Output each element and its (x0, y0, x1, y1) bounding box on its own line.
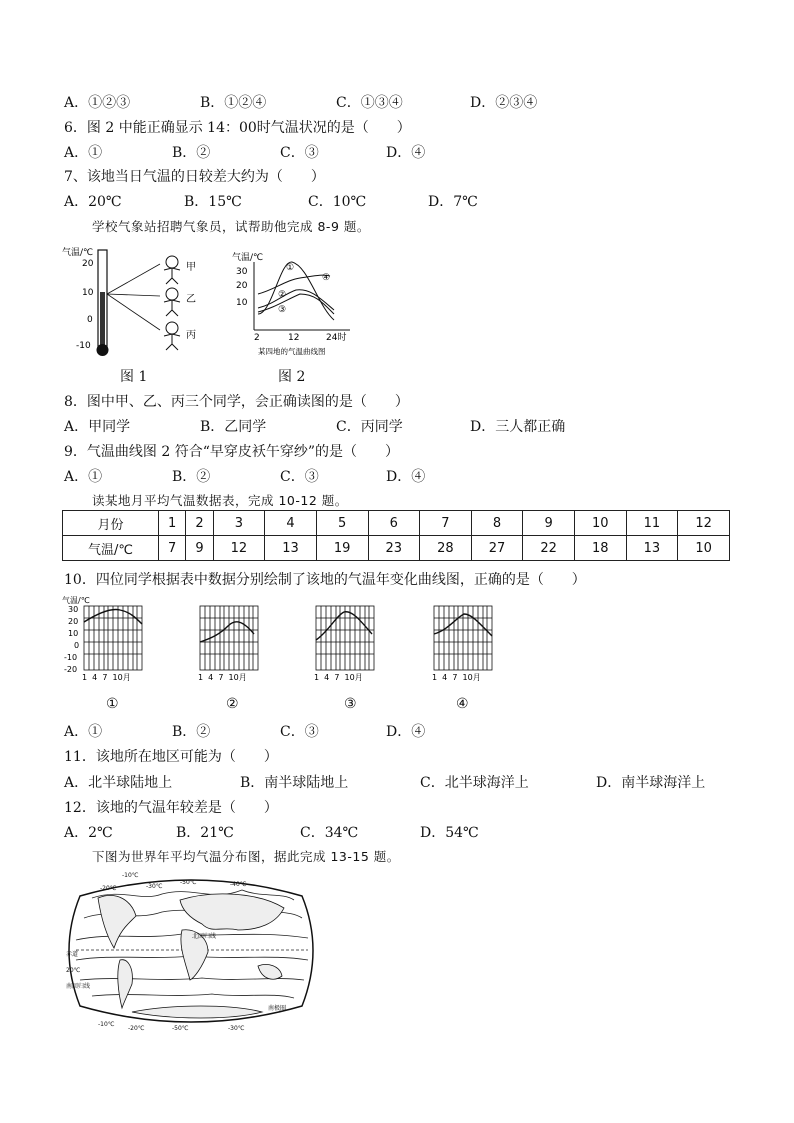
q12-option-d[interactable]: D．54℃ (420, 825, 479, 841)
fig1-tick-20: 20 (82, 259, 94, 269)
map-label: 南回归线 (66, 983, 91, 990)
map-label: -20℃ (128, 1025, 145, 1032)
small-tick: 30 (68, 605, 79, 614)
q10-option-a[interactable]: A．① (64, 724, 103, 740)
q6-option-a[interactable]: A．① (64, 145, 103, 161)
table-cell: 2 (186, 511, 213, 536)
map-label: -20℃ (100, 885, 117, 892)
table-cell: 7 (420, 511, 472, 536)
small-tick: -10 (64, 653, 78, 662)
q12-option-a[interactable]: A．2℃ (64, 825, 113, 841)
small-chart-label-2: ② (226, 696, 239, 712)
label-yi: 乙 (186, 294, 196, 305)
fig2-xtick-12: 12 (288, 333, 300, 343)
q7-option-d[interactable]: D．7℃ (428, 194, 478, 210)
table-cell: 4 (265, 511, 317, 536)
fig2-ytick-10: 10 (236, 298, 248, 308)
q9-option-d[interactable]: D．④ (386, 469, 426, 485)
curve-label-4: ④ (322, 273, 331, 283)
map-label: -50℃ (172, 1025, 189, 1032)
q12-option-b[interactable]: B．21℃ (176, 825, 234, 841)
q7-option-a[interactable]: A．20℃ (64, 194, 122, 210)
q8-option-c[interactable]: C．丙同学 (336, 419, 403, 435)
small-chart-xticks: 1 4 7 10月 (82, 673, 131, 682)
table-cell: 12 (213, 536, 265, 561)
q10-text: 10．四位同学根据表中数据分别绘制了该地的气温年变化曲线图，正确的是（ ） (64, 572, 586, 588)
figure-2-temperature-curves (230, 248, 360, 360)
map-label: -50℃ (180, 879, 197, 886)
map-label: -10℃ (122, 872, 139, 879)
q8-option-d[interactable]: D．三人都正确 (470, 419, 566, 435)
table-cell: 28 (420, 536, 472, 561)
table-cell: 11 (626, 511, 678, 536)
label-jia: 甲 (186, 262, 196, 273)
small-chart-1 (60, 594, 160, 688)
curve-label-2: ② (278, 290, 287, 300)
map-label: 赤道 (66, 951, 79, 958)
fig2-ylabel: 气温/℃ (232, 253, 264, 263)
curve-label-3: ③ (278, 305, 287, 315)
q6-text: 6．图 2 中能正确显示 14：00时气温状况的是（ ） (64, 120, 411, 136)
small-chart-2 (176, 594, 276, 688)
table-cell: 9 (186, 536, 213, 561)
small-chart-4 (410, 594, 510, 688)
small-chart-xticks: 1 4 7 10月 (314, 673, 363, 682)
table-cell: 22 (523, 536, 575, 561)
table-cell: 18 (575, 536, 627, 561)
table-cell: 23 (368, 536, 420, 561)
table-cell: 7 (159, 536, 186, 561)
q10-option-c[interactable]: C．③ (280, 724, 319, 740)
q5-option-a[interactable]: A．①②③ (64, 95, 131, 111)
small-tick: 0 (74, 641, 80, 650)
map-label: -30℃ (146, 883, 163, 890)
q10-option-b[interactable]: B．② (172, 724, 211, 740)
intro-13-15: 下图为世界年平均气温分布图，据此完成 13-15 题。 (92, 849, 400, 864)
figure-1-thermometer (60, 244, 210, 362)
monthly-temperature-table (62, 510, 730, 561)
table-cell: 9 (523, 511, 575, 536)
fig2-subtitle: 某四地的气温曲线图 (258, 347, 326, 356)
fig2-caption: 图 2 (278, 369, 306, 385)
q9-text: 9．气温曲线图 2 符合“早穿皮袄午穿纱”的是（ ） (64, 444, 400, 460)
q9-option-c[interactable]: C．③ (280, 469, 319, 485)
q5-option-d[interactable]: D．②③④ (470, 95, 538, 111)
map-label: 20℃ (66, 967, 81, 974)
fig2-ytick-30: 30 (236, 267, 248, 277)
q6-option-b[interactable]: B．② (172, 145, 211, 161)
table-header-month: 月份 (63, 511, 159, 536)
q11-text: 11．该地所在地区可能为（ ） (64, 749, 278, 765)
fig1-caption: 图 1 (120, 369, 148, 385)
table-cell: 27 (471, 536, 523, 561)
world-temperature-map (62, 868, 320, 1033)
table-cell: 1 (159, 511, 186, 536)
q10-option-d[interactable]: D．④ (386, 724, 426, 740)
q8-text: 8．图中甲、乙、丙三个同学，会正确读图的是（ ） (64, 394, 409, 410)
intro-8-9: 学校气象站招聘气象员，试帮助他完成 8-9 题。 (92, 219, 370, 234)
q11-option-c[interactable]: C．北半球海洋上 (420, 775, 529, 791)
small-chart-label-3: ③ (344, 696, 357, 712)
q11-option-d[interactable]: D．南半球海洋上 (596, 775, 706, 791)
table-row-temps (63, 536, 730, 561)
q8-option-a[interactable]: A．甲同学 (64, 419, 131, 435)
table-cell: 13 (265, 536, 317, 561)
q7-text: 7、该地当日气温的日较差大约为（ ） (64, 169, 325, 185)
person-jia-icon (164, 256, 180, 284)
small-chart-label-4: ④ (456, 696, 469, 712)
fig2-ytick-20: 20 (236, 281, 248, 291)
small-chart-ylabel: 气温/℃ (62, 596, 90, 605)
small-chart-xticks: 1 4 7 10月 (432, 673, 481, 682)
small-chart-3 (292, 594, 392, 688)
table-cell: 13 (626, 536, 678, 561)
map-label: -40℃ (230, 881, 247, 888)
fig1-tick-minus10: -10 (76, 341, 91, 351)
fig1-tick-0: 0 (87, 315, 93, 325)
q11-option-a[interactable]: A．北半球陆地上 (64, 775, 173, 791)
table-cell: 6 (368, 511, 420, 536)
curve-label-1: ① (286, 263, 295, 273)
label-bing: 丙 (186, 330, 196, 341)
table-cell: 10 (575, 511, 627, 536)
fig2-xtick-24: 24时 (326, 333, 347, 343)
table-cell: 12 (678, 511, 730, 536)
person-bing-icon (164, 322, 180, 350)
small-tick: -20 (64, 665, 78, 674)
small-tick: 20 (68, 617, 79, 626)
small-chart-xticks: 1 4 7 10月 (198, 673, 247, 682)
table-row-months (63, 511, 730, 536)
q5-option-b[interactable]: B．①②④ (200, 95, 267, 111)
q12-option-c[interactable]: C．34℃ (300, 825, 359, 841)
table-cell: 5 (316, 511, 368, 536)
map-label: 南极圈 (268, 1005, 287, 1012)
map-label: 北回归线 (192, 933, 217, 940)
table-cell: 8 (471, 511, 523, 536)
fig1-ylabel: 气温/℃ (62, 248, 94, 258)
table-cell: 10 (678, 536, 730, 561)
q7-option-b[interactable]: B．15℃ (184, 194, 242, 210)
q6-option-c[interactable]: C．③ (280, 145, 319, 161)
fig1-tick-10: 10 (82, 288, 94, 298)
table-cell: 3 (213, 511, 265, 536)
small-chart-label-1: ① (106, 696, 119, 712)
q12-text: 12．该地的气温年较差是（ ） (64, 800, 278, 816)
fig2-xtick-2: 2 (254, 333, 260, 343)
q8-option-b[interactable]: B．乙同学 (200, 419, 267, 435)
q11-option-b[interactable]: B．南半球陆地上 (240, 775, 349, 791)
map-label: -30℃ (228, 1025, 245, 1032)
q6-option-d[interactable]: D．④ (386, 145, 426, 161)
q7-option-c[interactable]: C．10℃ (308, 194, 367, 210)
small-tick: 10 (68, 629, 79, 638)
person-yi-icon (164, 288, 180, 316)
map-label: -10℃ (98, 1021, 115, 1028)
q9-option-a[interactable]: A．① (64, 469, 103, 485)
table-header-temp: 气温/℃ (63, 536, 159, 561)
intro-10-12: 读某地月平均气温数据表，完成 10-12 题。 (92, 493, 348, 508)
q9-option-b[interactable]: B．② (172, 469, 211, 485)
q5-option-c[interactable]: C．①③④ (336, 95, 403, 111)
table-cell: 19 (316, 536, 368, 561)
